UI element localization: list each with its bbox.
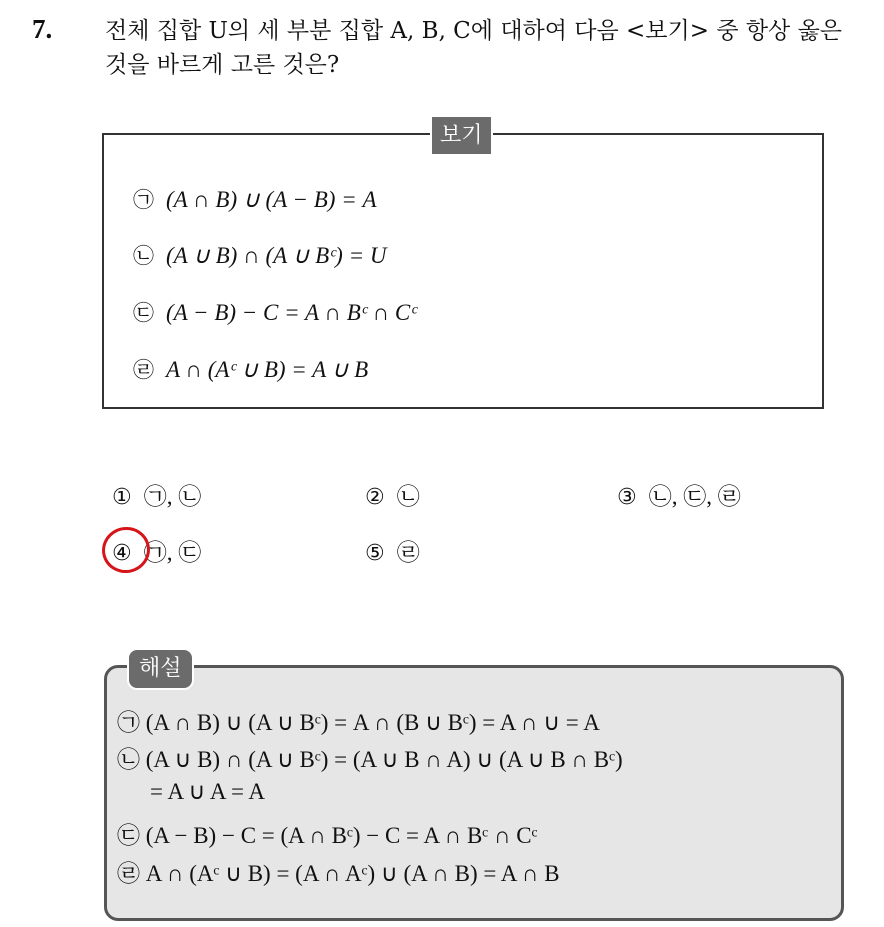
choice-number: ④ — [112, 541, 132, 566]
choice-text: ㉡ — [396, 484, 420, 509]
bogi-item — [133, 297, 416, 327]
bogi-expression: (A ∩ B) ∪ (A − B) = A — [166, 187, 377, 212]
bogi-mark: ㉡ — [133, 244, 154, 268]
choice-number: ⑤ — [365, 541, 385, 566]
solution-line: ㉢ (A − B) − C = (A ∩ Bᶜ) − C = A ∩ Bᶜ ∩ Cᶜ — [117, 823, 538, 848]
bogi-mark: ㉣ — [133, 358, 154, 382]
choice-2[interactable] — [365, 478, 420, 511]
choice-text: ㉣ — [396, 540, 420, 565]
bogi-expression: (A − B) − C = A ∩ Bᶜ ∩ Cᶜ — [166, 300, 417, 325]
choice-1[interactable] — [112, 478, 201, 511]
solution-tag: 해설 — [127, 648, 194, 690]
question-text: 전체 집합 U의 세 부분 집합 A, B, C에 대하여 다음 <보기> 중 항상 옳은 것을 바르게 고른 것은? — [105, 18, 843, 78]
bogi-item — [133, 184, 377, 214]
choice-3[interactable] — [617, 478, 741, 511]
solution-line: ㉡ (A ∪ B) ∩ (A ∪ Bᶜ) = (A ∪ B ∩ A) ∪ (A ∪ B ∩ Bᶜ) — [117, 747, 623, 772]
choice-text: ㉠, ㉢ — [143, 540, 202, 565]
bogi-item — [133, 240, 386, 270]
bogi-tag: 보기 — [430, 115, 493, 156]
choice-number: ③ — [617, 485, 637, 510]
choice-number: ② — [365, 485, 385, 510]
choice-number: ① — [112, 485, 132, 510]
bogi-expression: A ∩ (Aᶜ ∪ B) = A ∪ B — [166, 357, 369, 382]
choice-text: ㉠, ㉡ — [143, 484, 202, 509]
bogi-mark: ㉠ — [133, 188, 154, 212]
bogi-expression: (A ∪ B) ∩ (A ∪ Bᶜ) = U — [166, 243, 387, 268]
choice-text: ㉡, ㉢, ㉣ — [648, 484, 741, 509]
question-number: 7. — [32, 14, 53, 44]
bogi-item — [133, 354, 368, 384]
solution-line: ㉣ A ∩ (Aᶜ ∪ B) = (A ∩ Aᶜ) ∪ (A ∩ B) = A ∩ B — [117, 861, 560, 886]
bogi-mark: ㉢ — [133, 301, 154, 325]
solution-line: ㉠ (A ∩ B) ∪ (A ∪ Bᶜ) = A ∩ (B ∪ Bᶜ) = A ∩ ∪ = A — [117, 710, 600, 735]
answer-circle-mark — [98, 523, 155, 578]
choice-5[interactable] — [365, 534, 420, 567]
solution-line: = A ∪ A = A — [150, 779, 266, 804]
